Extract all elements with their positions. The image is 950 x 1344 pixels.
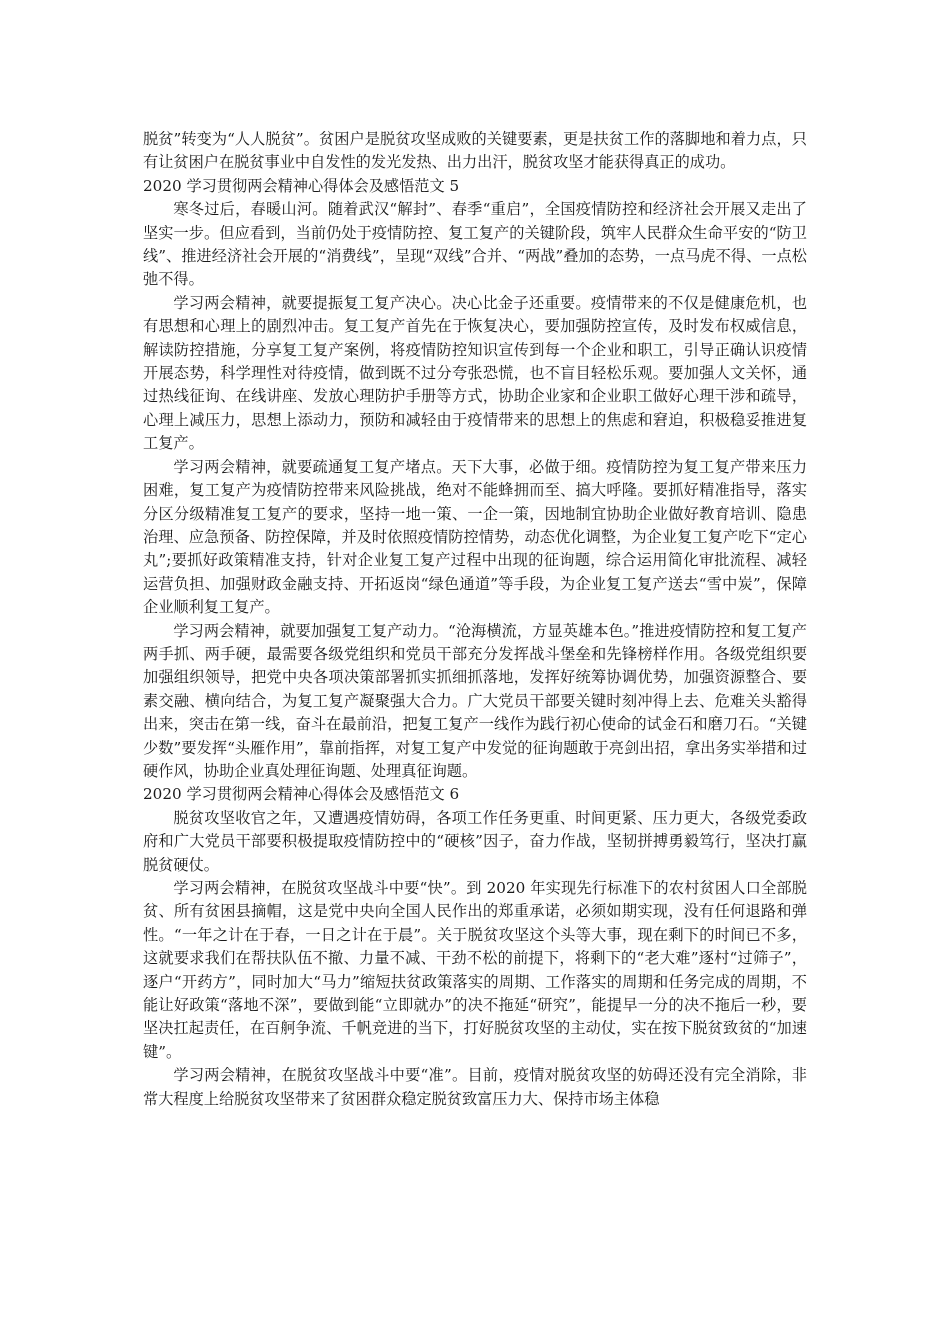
paragraph: 学习两会精神，在脱贫攻坚战斗中要“快”。到 2020 年实现先行标准下的农村贫困人口全部脱贫、所有贫困县摘帽，这是党中央向全国人民作出的郑重承诺，必须如期实现，没有任何退路和弹性。“一年之计在于春，一日之计在于晨”。关于脱贫攻坚这个头等大事，现在剩下的时间已不多，这就要求我们在帮扶队伍不撤、力量不减、干劲不松的前提下，将剩下的“老大难”逐村“过筛子”，逐户“开药方”，同时加大“马力”缩短扶贫政策落实的周期、工作落实的周期和任务完成的周期，不能让好政策“落地不深”，要做到能“立即就办”的决不拖延“研究”，能提早一分的决不拖后一秒，要坚决扛起责任，在百舸争流、千帆竞进的当下，打好脱贫攻坚的主动仗，实在按下脱贫致贫的“加速键”。	[143, 879, 807, 1061]
document-body	[143, 128, 807, 1111]
paragraph: 寒冬过后，春暖山河。随着武汉“解封”、春季“重启”，全国疫情防控和经济社会开展又走出了坚实一步。但应看到，当前仍处于疫情防控、复工复产的关键阶段，筑牢人民群众生命平安的“防卫线”、推进经济社会开展的“消费线”，呈现“双线”合并、“两战”叠加的态势，一点马虎不得、一点松弛不得。	[143, 200, 807, 289]
paragraph: 脱贫攻坚收官之年，又遭遇疫情妨碍，各项工作任务更重、时间更紧、压力更大，各级党委政府和广大党员干部要积极提取疫情防控中的“硬核”因子，奋力作战，坚韧拼搏勇毅笃行，坚决打赢脱贫硬仗。	[143, 808, 807, 874]
paragraph: 学习两会精神，就要加强复工复产动力。“沧海横流，方显英雄本色。”推进疫情防控和复工复产两手抓、两手硬，最需要各级党组织和党员干部充分发挥战斗堡垒和先锋榜样作用。各级党组织要加强组织领导，把党中央各项决策部署抓实抓细抓落地，发挥好统筹协调优势，加强资源整合、要素交融、横向结合，为复工复产凝聚强大合力。广大党员干部要关键时刻冲得上去、危难关头豁得出来，突击在第一线，奋斗在最前沿，把复工复产一线作为践行初心使命的试金石和磨刀石。“关键少数”要发挥“头雁作用”，靠前指挥，对复工复产中发觉的征询题敢于亮剑出招，拿出务实举措和过硬作风，协助企业真处理征询题、处理真征询题。	[143, 621, 807, 780]
paragraph: 脱贫”转变为“人人脱贫”。贫困户是脱贫攻坚成败的关键要素，更是扶贫工作的落脚地和着力点，只有让贫困户在脱贫事业中自发性的发光发热、出力出汗，脱贫攻坚才能获得真正的成功。	[143, 130, 807, 172]
section-heading: 2020 学习贯彻两会精神心得体会及感悟范文 6	[143, 785, 460, 804]
paragraph: 学习两会精神，就要提振复工复产决心。决心比金子还重要。疫情带来的不仅是健康危机，也有思想和心理上的剧烈冲击。复工复产首先在于恢复决心，要加强防控宣传，及时发布权威信息，解读防控措施，分享复工复产案例，将疫情防控知识宣传到每一个企业和职工，引导正确认识疫情开展态势，科学理性对待疫情，做到既不过分夸张恐慌，也不盲目轻松乐观。要加强人文关怀，通过热线征询、在线讲座、发放心理防护手册等方式，协助企业家和企业职工做好心理干涉和疏导，心理上减压力，思想上添动力，预防和减轻由于疫情带来的思想上的焦虑和窘迫，积极稳妥推进复工复产。	[143, 293, 807, 453]
paragraph: 学习两会精神，在脱贫攻坚战斗中要“准”。目前，疫情对脱贫攻坚的妨碍还没有完全消除，非常大程度上给脱贫攻坚带来了贫困群众稳定脱贫致富压力大、保持市场主体稳	[143, 1066, 807, 1108]
section-heading: 2020 学习贯彻两会精神心得体会及感悟范文 5	[143, 176, 460, 195]
paragraph: 学习两会精神，就要疏通复工复产堵点。天下大事，必做于细。疫情防控为复工复产带来压力困难，复工复产为疫情防控带来风险挑战，绝对不能蜂拥而至、搞大呼隆。要抓好精准指导，落实分区分级精准复工复产的要求，坚持一地一策、一企一策，因地制宜协助企业做好教育培训、隐患治理、应急预备、防控保障，并及时依照疫情防控情势，动态优化调整，为企业复工复产吃下“定心丸”;要抓好政策精准支持，针对企业复工复产过程中出现的征询题，综合运用简化审批流程、减轻运营负担、加强财政金融支持、开拓返岗“绿色通道”等手段，为企业复工复产送去“雪中炭”，保障企业顺利复工复产。	[143, 457, 807, 617]
